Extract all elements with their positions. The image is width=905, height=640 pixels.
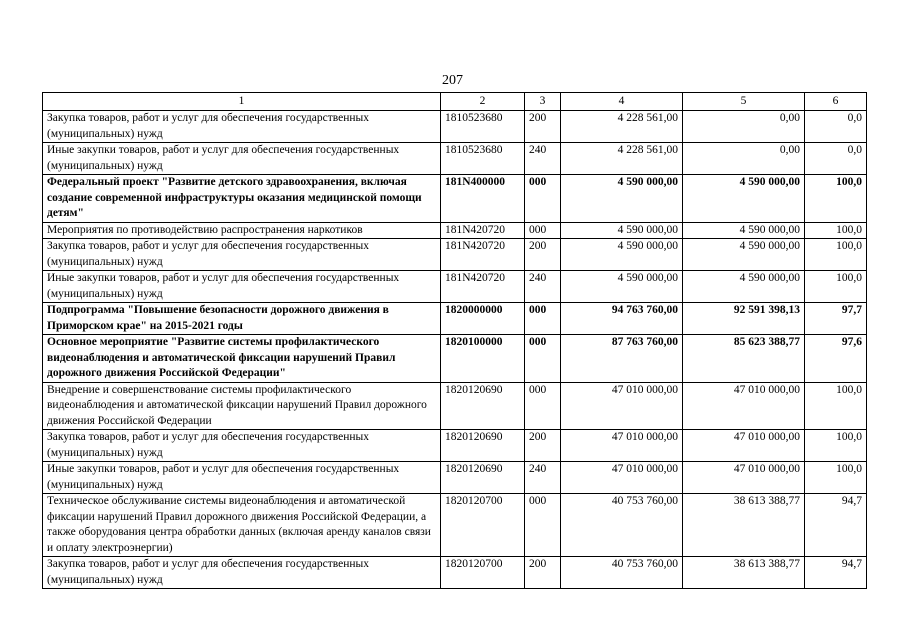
row-code-cell: 1820120690 — [441, 382, 525, 430]
budget-table — [42, 92, 867, 589]
row-code-cell: 181N420720 — [441, 222, 525, 239]
row-name-cell: Основное мероприятие "Развитие системы профилактического видеонаблюдения и автоматической фиксации нарушений Правил дорожного движения Российской Федерации" — [43, 335, 441, 383]
row-fact-cell: 38 613 388,77 — [683, 494, 805, 557]
row-percent-cell: 97,7 — [805, 303, 867, 335]
row-fact-cell: 47 010 000,00 — [683, 430, 805, 462]
row-percent-cell: 100,0 — [805, 222, 867, 239]
row-percent-cell: 100,0 — [805, 175, 867, 223]
row-name-cell: Внедрение и совершенствование системы профилактического видеонаблюдения и автоматической фиксации нарушений Правил дорожного движения Российской Федерации — [43, 382, 441, 430]
table-row — [43, 222, 867, 239]
row-plan-cell: 94 763 760,00 — [561, 303, 683, 335]
row-plan-cell: 4 590 000,00 — [561, 239, 683, 271]
row-fact-cell: 0,00 — [683, 111, 805, 143]
header-cell-6: 6 — [805, 93, 867, 111]
row-plan-cell: 87 763 760,00 — [561, 335, 683, 383]
row-name-cell: Закупка товаров, работ и услуг для обеспечения государственных (муниципальных) нужд — [43, 111, 441, 143]
row-vr-cell: 240 — [525, 143, 561, 175]
row-plan-cell: 40 753 760,00 — [561, 557, 683, 589]
row-code-cell: 1820000000 — [441, 303, 525, 335]
row-percent-cell: 97,6 — [805, 335, 867, 383]
row-fact-cell: 4 590 000,00 — [683, 271, 805, 303]
row-percent-cell: 100,0 — [805, 462, 867, 494]
row-plan-cell: 4 590 000,00 — [561, 222, 683, 239]
table-row — [43, 335, 867, 383]
header-cell-1: 1 — [43, 93, 441, 111]
row-plan-cell: 47 010 000,00 — [561, 430, 683, 462]
row-code-cell: 1820120700 — [441, 557, 525, 589]
table-row — [43, 175, 867, 223]
row-vr-cell: 000 — [525, 222, 561, 239]
row-vr-cell: 000 — [525, 494, 561, 557]
row-percent-cell: 0,0 — [805, 111, 867, 143]
row-fact-cell: 4 590 000,00 — [683, 222, 805, 239]
row-fact-cell: 47 010 000,00 — [683, 382, 805, 430]
row-vr-cell: 200 — [525, 430, 561, 462]
table-row — [43, 303, 867, 335]
table-row — [43, 111, 867, 143]
table-row — [43, 430, 867, 462]
row-plan-cell: 47 010 000,00 — [561, 462, 683, 494]
row-percent-cell: 100,0 — [805, 382, 867, 430]
row-code-cell: 181N420720 — [441, 271, 525, 303]
row-fact-cell: 4 590 000,00 — [683, 239, 805, 271]
row-name-cell: Федеральный проект "Развитие детского здравоохранения, включая создание современной инфраструктуры оказания медицинской помощи детям" — [43, 175, 441, 223]
row-vr-cell: 240 — [525, 271, 561, 303]
row-vr-cell: 000 — [525, 303, 561, 335]
row-name-cell: Иные закупки товаров, работ и услуг для обеспечения государственных (муниципальных) нужд — [43, 271, 441, 303]
header-cell-4: 4 — [561, 93, 683, 111]
row-code-cell: 1810523680 — [441, 111, 525, 143]
row-vr-cell: 200 — [525, 557, 561, 589]
row-percent-cell: 100,0 — [805, 271, 867, 303]
row-plan-cell: 40 753 760,00 — [561, 494, 683, 557]
row-plan-cell: 4 590 000,00 — [561, 175, 683, 223]
row-code-cell: 181N420720 — [441, 239, 525, 271]
row-percent-cell: 100,0 — [805, 239, 867, 271]
row-percent-cell: 94,7 — [805, 557, 867, 589]
table-row — [43, 143, 867, 175]
row-fact-cell: 92 591 398,13 — [683, 303, 805, 335]
row-code-cell: 1820120700 — [441, 494, 525, 557]
header-cell-5: 5 — [683, 93, 805, 111]
row-name-cell: Закупка товаров, работ и услуг для обеспечения государственных (муниципальных) нужд — [43, 430, 441, 462]
row-percent-cell: 94,7 — [805, 494, 867, 557]
row-vr-cell: 200 — [525, 111, 561, 143]
row-vr-cell: 000 — [525, 175, 561, 223]
row-code-cell: 1810523680 — [441, 143, 525, 175]
table-row — [43, 239, 867, 271]
row-name-cell: Подпрограмма "Повышение безопасности дорожного движения в Приморском крае" на 2015-2021 годы — [43, 303, 441, 335]
table-row — [43, 557, 867, 589]
row-plan-cell: 4 590 000,00 — [561, 271, 683, 303]
row-plan-cell: 4 228 561,00 — [561, 143, 683, 175]
row-code-cell: 1820100000 — [441, 335, 525, 383]
header-row — [43, 93, 867, 111]
row-name-cell: Иные закупки товаров, работ и услуг для обеспечения государственных (муниципальных) нужд — [43, 143, 441, 175]
row-percent-cell: 100,0 — [805, 430, 867, 462]
table-row — [43, 382, 867, 430]
row-plan-cell: 4 228 561,00 — [561, 111, 683, 143]
row-code-cell: 181N400000 — [441, 175, 525, 223]
table-row — [43, 494, 867, 557]
row-code-cell: 1820120690 — [441, 430, 525, 462]
row-vr-cell: 000 — [525, 335, 561, 383]
row-fact-cell: 4 590 000,00 — [683, 175, 805, 223]
header-cell-2: 2 — [441, 93, 525, 111]
row-percent-cell: 0,0 — [805, 143, 867, 175]
row-name-cell: Закупка товаров, работ и услуг для обеспечения государственных (муниципальных) нужд — [43, 239, 441, 271]
row-fact-cell: 85 623 388,77 — [683, 335, 805, 383]
row-name-cell: Иные закупки товаров, работ и услуг для обеспечения государственных (муниципальных) нужд — [43, 462, 441, 494]
row-fact-cell: 0,00 — [683, 143, 805, 175]
row-name-cell: Мероприятия по противодействию распространения наркотиков — [43, 222, 441, 239]
table-row — [43, 271, 867, 303]
row-name-cell: Техническое обслуживание системы видеонаблюдения и автоматической фиксации нарушений Правил дорожного движения Российской Федерации, а также оборудования центра обработки данных (включая аренду каналов связи и оплату электроэнергии) — [43, 494, 441, 557]
row-fact-cell: 47 010 000,00 — [683, 462, 805, 494]
header-cell-3: 3 — [525, 93, 561, 111]
row-vr-cell: 000 — [525, 382, 561, 430]
row-plan-cell: 47 010 000,00 — [561, 382, 683, 430]
table-row — [43, 462, 867, 494]
row-code-cell: 1820120690 — [441, 462, 525, 494]
row-vr-cell: 240 — [525, 462, 561, 494]
row-fact-cell: 38 613 388,77 — [683, 557, 805, 589]
page-number: 207 — [442, 73, 463, 88]
row-name-cell: Закупка товаров, работ и услуг для обеспечения государственных (муниципальных) нужд — [43, 557, 441, 589]
row-vr-cell: 200 — [525, 239, 561, 271]
